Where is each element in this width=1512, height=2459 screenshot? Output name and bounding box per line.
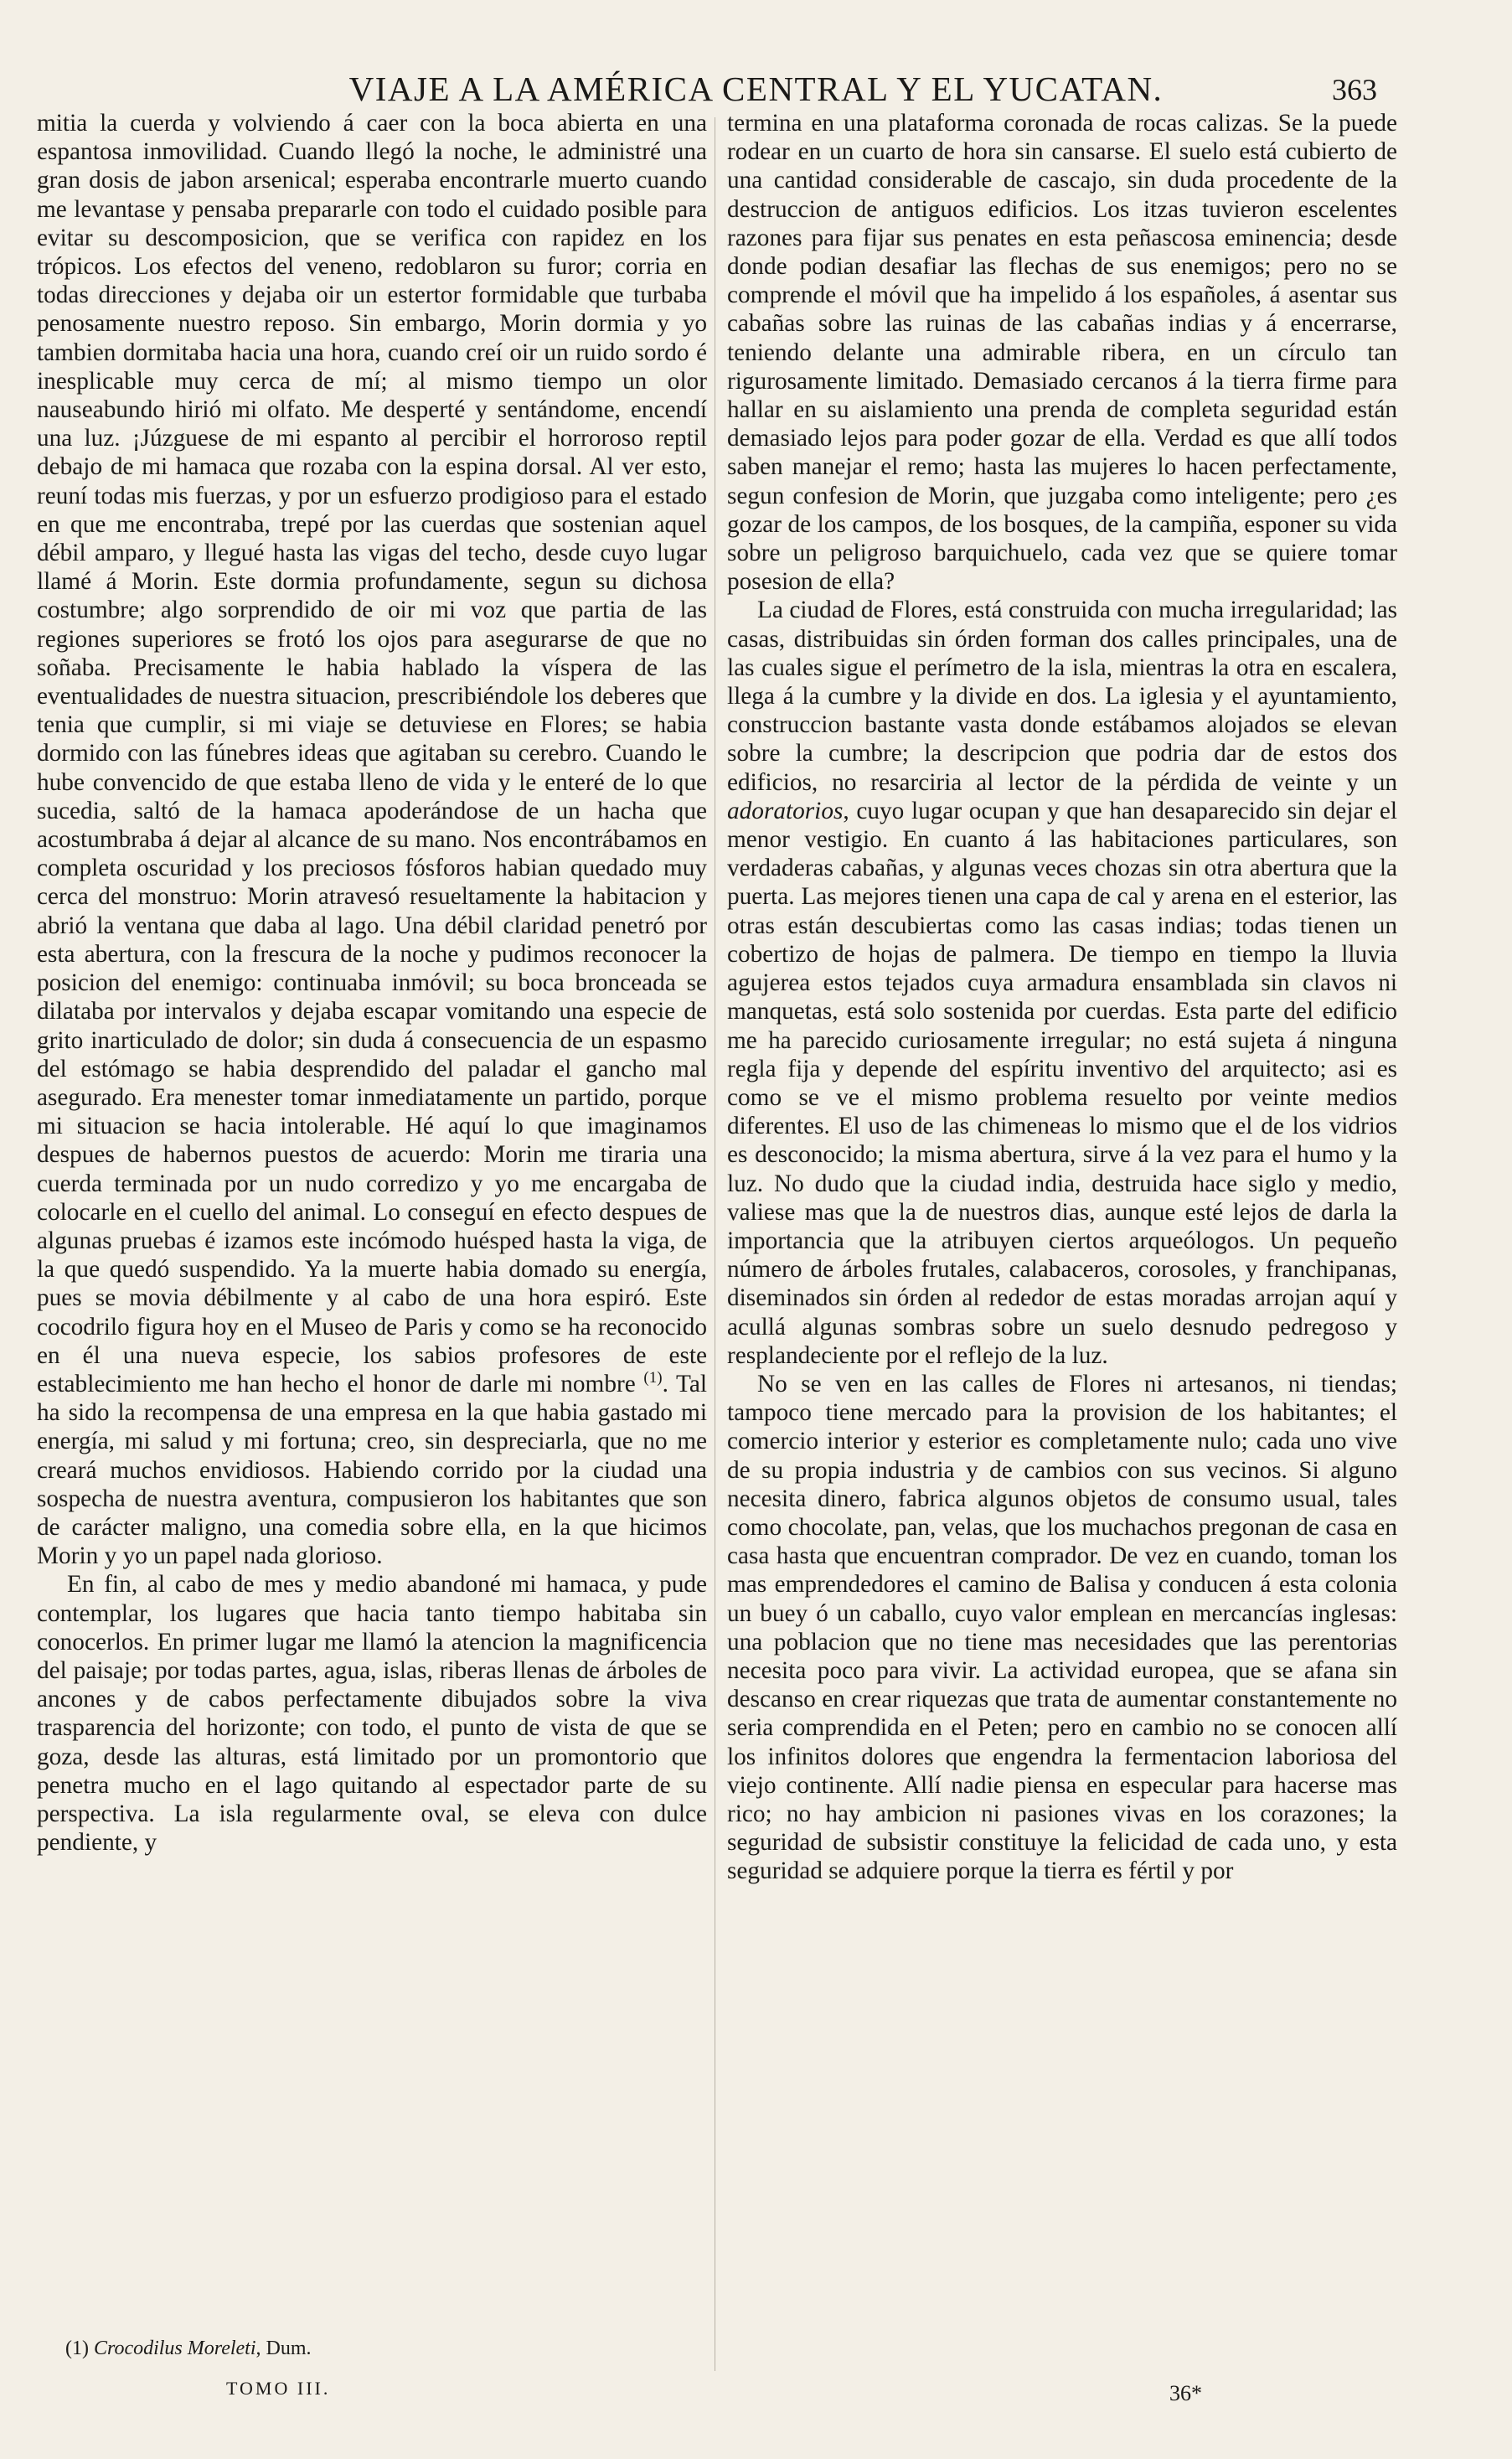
paragraph: termina en una plataforma coronada de rocas calizas. Se la puede rodear en un cuarto de hora sin cansarse. El suelo está cubierto de una cantidad considerable de cascajo, sin duda procedente de la destruccion de antiguos edificios. Los itzas tuvieron escelentes razones para fijar sus penates en esta peñascosa eminencia; desde donde podian desafiar las flechas de sus enemigos; pero no se comprende el móvil que ha impelido á los españoles, á asentar sus cabañas sobre las ruinas de las cabañas indias y á encerrarse, teniendo delante una admirable ribera, en un círculo tan rigurosamente limitado. Demasiado cercanos á la tierra firme para hallar en su aislamiento una prenda de completa seguridad están demasiado lejos para poder gozar de ella. Verdad es que allí todos saben manejar el remo; hasta las mujeres lo hacen perfectamente, segun confesion de Morin, que juzgaba como inteligente; pero ¿es gozar de los campos, de los bosques, de la campiña, esponer su vida sobre un peligroso barquichuelo, cada vez que se quiere tomar posesion de ella? — [727, 110, 1397, 596]
footnote — [65, 2338, 702, 2360]
paragraph: No se ven en las calles de Flores ni artesanos, ni tiendas; tampoco tiene mercado para la provision de los habitantes; el comercio interior y esterior es completamente nulo; cada uno vive de su propia industria y de cambios con sus vecinos. Si alguno necesita dinero, fabrica algunos objetos de consumo usual, tales como chocolate, pan, velas, que los muchachos pregonan de casa en casa hasta que encuentran comprador. De vez en cuando, toman los mas emprendedores el camino de Balisa y conducen á esta colonia un buey ó un caballo, cuyo valor emplean en mercancías inglesas: una poblacion que no tiene mas necesidades que las perentorias necesita poco para vivir. La actividad europea, que se afana sin descanso en crear riquezas que trata de aumentar constantemente no seria comprendida en el Peten; pero en cambio no se conocen allí los infinitos dolores que engendra la fermentacion laboriosa del viejo continente. Allí nadie piensa en especular para hacerse mas rico; no hay ambicion ni pasiones vivas en los corazones; la seguridad de subsistir constituye la felicidad de cada uno, y esta seguridad se adquiere porque la tierra es fértil y por — [727, 1370, 1397, 1885]
paragraph — [37, 109, 707, 1570]
footnote-reference: (1) — [643, 1369, 663, 1387]
volume-label: TOMO III. — [226, 2378, 331, 2399]
signature-mark: 36* — [1169, 2381, 1202, 2405]
left-column — [37, 109, 707, 1857]
running-title: VIAJE A LA AMÉRICA CENTRAL Y EL YUCATAN. — [348, 70, 1164, 108]
paragraph-text: mitia la cuerda y volviendo á caer con la boca abierta en una espantosa inmovilidad. Cuando llegó la noche, le administré una gran dosis de jabon arsenical; esperaba encontrarle muerto cuando me levantase y pensaba prepararle con todo el cuidado posible para evitar su descomposicion, que se verifica con rapidez en los trópicos. Los efectos del veneno, redoblaron su furor; corria en todas direcciones y dejaba oir un estertor formidable que turbaba penosamente nuestro reposo. Sin embargo, Morin dormia y yo tambien dormitaba hacia una hora, cuando creí oir un ruido sordo é inesplicable muy cerca de mí; al mismo tiempo un olor nauseabundo hirió mi olfato. Me desperté y sentándome, encendí una luz. ¡Júzguese de mi espanto al percibir el horroroso reptil debajo de mi hamaca que rozaba con la espina dorsal. Al ver esto, reuní todas mis fuerzas, y por un esfuerzo prodigioso para el estado en que me encontraba, trepé por las cuerdas que sostenian aquel débil amparo, y llegué hasta las vigas del techo, desde cuyo lugar llamé á Morin. Este dormia profundamente, segun su dichosa costumbre; algo sorprendido de oir mi voz que partia de las regiones superiores se frotó los ojos para asegurarse de que no soñaba. Precisamente le habia hablado la víspera de las eventualidades de nuestra situacion, prescribiéndole los deberes que tenia que cumplir, si mi viaje se detuviese en Flores; se habia dormido con las fúnebres ideas que agitaban su cerebro. Cuando le hube convencido de que estaba lleno de vida y le enteré de lo que sucedia, saltó de la hamaca apoderándose de un hacha que acostumbraba á dejar al alcance de su mano. Nos encontrábamos en completa oscuridad y los preciosos fósforos habian quedado muy cerca del monstruo: Morin atravesó resueltamente la habitacion y abrió la ventana que daba al lago. Una débil claridad penetró por esta abertura, con la frescura de la noche y pudimos reconocer la posicion del enemigo: continuaba inmóvil; su boca bronceada se dilataba por intervalos y dejaba escapar vomitando una especie de grito inarticulado de dolor; sin duda á consecuencia de un espasmo del estómago se habia desprendido del paladar el gancho mal asegurado. Era menester tomar inmediatamente un partido, porque mi situacion se hacia intolerable. Hé aquí lo que imaginamos despues de habernos puestos de acuerdo: Morin me tiraria una cuerda terminada por un nudo corredizo y yo me encargaba de colocarle en el cuello del animal. Lo conseguí en efecto despues de algunas pruebas é izamos este incómodo huésped hasta la viga, de la que quedó suspendido. Ya la muerte habia domado su energía, pues se movia débilmente y al cabo de una hora espiró. Este cocodrilo figura hoy en el Museo de Paris y como se ha reconocido en él una nueva especie, los sabios profesores de este establecimiento me han hecho el honor de darle mi nombre — [37, 110, 707, 1397]
paragraph-text: , cuyo lugar ocupan y que han desaparecido sin dejar el menor vestigio. En cuanto á las habitaciones particulares, son verdaderas cabañas, y algunas veces chozas sin otra abertura que la puerta. Las mejores tienen una capa de cal y arena en el esterior, las otras están descubiertas como las casas indias; todas tienen un cobertizo de hojas de palmera. De tiempo en tiempo la lluvia agujerea estos tejados cuya armadura ensamblada sin clavos ni manquetas, está solo sostenida por cuerdas. Esta parte del edificio me ha parecido curiosamente irregular; no está sujeta á ninguna regla fija y depende del espíritu inventivo del arquitecto; asi es como se ve el mismo problema resuelto por veinte medios diferentes. El uso de las chimeneas lo mismo que el de los vidrios es desconocido; la misma abertura, sirve á la vez para el humo y la luz. No dudo que la ciudad india, destruida hace siglo y medio, valiese mas que la de nuestros dias, aunque esté lejos de darla la importancia que la atribuyen ciertos arqueólogos. Un pequeño número de árboles frutales, calabaceros, corosoles, y franchipanas, diseminados sin órden al rededor de estas moradas arrojan aquí y acullá algunas sombras sobre un suelo desnudo pedregoso y resplandeciente por el reflejo de la luz. — [727, 797, 1397, 1369]
paragraph-text: La ciudad de Flores, está construida con mucha irregularidad; las casas, distribuidas sin órden forman dos calles principales, una de las cuales sigue el perímetro de la isla, mientras la otra en escalera, llega á la cumbre y la divide en dos. La iglesia y el ayuntamiento, construccion bastante vasta donde estábamos alojados se elevan sobre la cumbre; la descripcion que podria dar de estos dos edificios, no resarciria al lector de la pérdida de veinte y un — [727, 597, 1397, 796]
footnote-authority: , Dum. — [255, 2338, 312, 2359]
page-number: 363 — [1332, 73, 1377, 106]
footnote-species: Crocodilus Moreleti — [93, 2338, 256, 2359]
paragraph-text: . Tal ha sido la recompensa de una empresa en la que habia gastado mi energía, mi salud y mi fortuna; creo, sin despreciarla, que no me creará muchos envidiosos. Habiendo corrido por la ciudad una sospecha de nuestra aventura, compusieron los habitantes que son de carácter maligno, una comedia sobre ella, en la que hicimos Morin y yo un papel nada glorioso. — [37, 1370, 707, 1570]
footnote-marker: (1) — [65, 2338, 89, 2359]
paragraph — [727, 596, 1397, 1369]
right-column — [727, 109, 1397, 1886]
italic-term: adoratorios — [727, 797, 844, 824]
paragraph: En fin, al cabo de mes y medio abandoné mi hamaca, y pude contemplar, los lugares que hacia tanto tiempo habitaba sin conocerlos. En primer lugar me llamó la atencion la magnificencia del paisaje; por todas partes, agua, islas, riberas llenas de árboles de ancones y de cabos perfectamente dibujados sobre la viva trasparencia del horizonte; con todo, el punto de vista de que se goza, desde las alturas, está limitado por un promontorio que penetra mucho en el lago quitando al espectador parte de su perspectiva. La isla regularmente oval, se eleva con dulce pendiente, y — [37, 1571, 707, 1857]
